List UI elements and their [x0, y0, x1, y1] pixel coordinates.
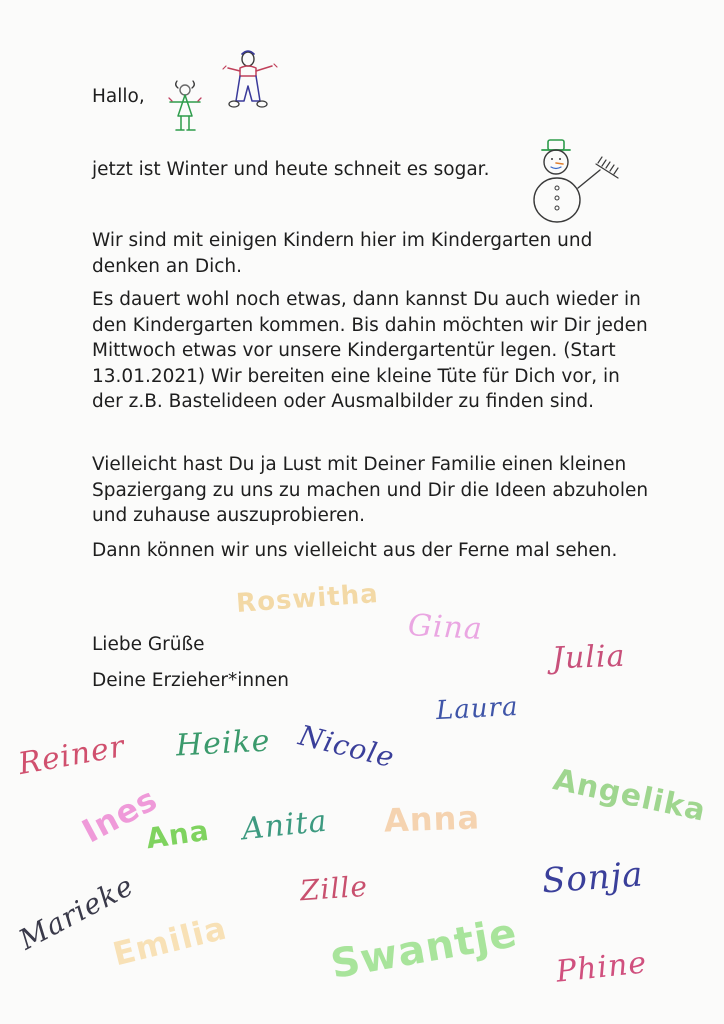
signature-emilia: Emilia	[109, 908, 231, 974]
signature-nicole: Nicole	[295, 718, 399, 775]
letter-closing: Liebe Grüße	[92, 634, 205, 655]
signature-sonja: Sonja	[540, 854, 645, 902]
signature-phine: Phine	[554, 945, 649, 990]
signature-anna: Anna	[383, 798, 481, 840]
signature-heike: Heike	[175, 723, 272, 764]
signature-marieke: Marieke	[13, 868, 140, 957]
snowman-drawing	[532, 136, 632, 228]
signature-reiner: Reiner	[15, 728, 128, 783]
signature-swantje: Swantje	[327, 910, 521, 988]
signature-angelika: Angelika	[550, 762, 710, 829]
letter-paragraph-4: Vielleicht hast Du ja Lust mit Deiner Familie einen kleinen Spaziergang zu uns zu machen und Dir die Ideen abzuholen und zuhause auszuprobieren.	[92, 454, 649, 526]
signature-zille: Zille	[298, 869, 369, 908]
signature-laura: Laura	[435, 691, 520, 727]
signature-anita: Anita	[240, 803, 330, 848]
signature-ana: Ana	[144, 813, 212, 856]
children-drawing	[160, 46, 285, 138]
letter-paragraph-5: Dann können wir uns vielleicht aus der Ferne mal sehen.	[92, 540, 618, 561]
letter-sender: Deine Erzieher*innen	[92, 670, 289, 691]
signature-julia: Julia	[551, 638, 627, 677]
signature-gina: Gina	[407, 608, 484, 647]
letter-paragraph-2: Wir sind mit einigen Kindern hier im Kindergarten und denken an Dich.	[92, 230, 593, 277]
letter-paragraph-1: jetzt ist Winter und heute schneit es sogar.	[92, 159, 490, 180]
letter-greeting: Hallo,	[92, 86, 145, 107]
signature-ines: Ines	[75, 779, 164, 851]
letter-paragraph-3: Es dauert wohl noch etwas, dann kannst Du auch wieder in den Kindergarten kommen. Bis dahin möchten wir Dir jeden Mittwoch etwas vor unsere Kindergartentür legen. (Start 13.01.2021) Wir bereiten eine kleine Tüte für Dich vor, in der z.B. Bastelideen oder Ausmalbilder zu finden sind.	[92, 289, 648, 412]
signature-roswitha: Roswitha	[235, 579, 380, 619]
